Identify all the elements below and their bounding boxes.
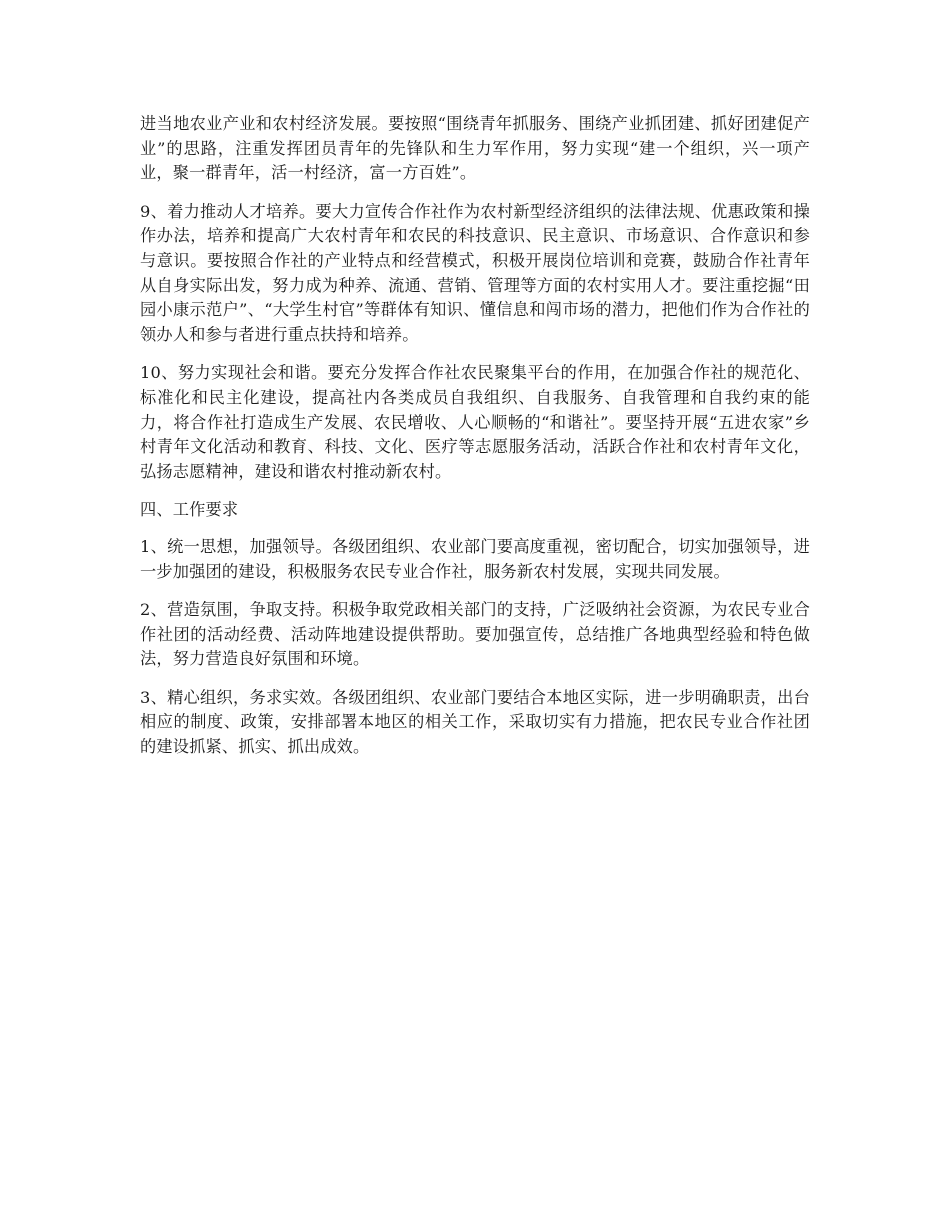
paragraph-intro-continuation: 进当地农业产业和农村经济发展。要按照“围绕青年抓服务、围绕产业抓团建、抓好团建促产业”的思路，注重发挥团员青年的先锋队和生力军作用，努力实现“建一个组织，兴一项产业，聚一群青年，活一村经济，富一方百姓”。 [140, 114, 810, 183]
paragraph-item-9: 9、着力推动人才培养。要大力宣传合作社作为农村新型经济组织的法律法规、优惠政策和操作办法，培养和提高广大农村青年和农民的科技意识、民主意识、市场意识、合作意识和参与意识。要按照合作社的产业特点和经营模式，积极开展岗位培训和竞赛，鼓励合作社青年从自身实际出发，努力成为种养、流通、营销、管理等方面的农村实用人才。要注重挖掘“田园小康示范户”、“大学生村官”等群体有知识、懂信息和闯市场的潜力，把他们作为合作社的领办人和参与者进行重点扶持和培养。 [140, 201, 810, 344]
section-heading-work-requirements: 四、工作要求 [140, 500, 239, 520]
paragraph-requirement-1: 1、统一思想，加强领导。各级团组织、农业部门要高度重视，密切配合，切实加强领导，进一步加强团的建设，积极服务农民专业合作社，服务新农村发展，实现共同发展。 [140, 536, 810, 581]
paragraph-requirement-3: 3、精心组织，务求实效。各级团组织、农业部门要结合本地区实际，进一步明确职责，出台相应的制度、政策，安排部署本地区的相关工作，采取切实有力措施，把农民专业合作社团的建设抓紧、抓实、抓出成效。 [140, 687, 810, 757]
paragraph-requirement-2: 2、营造氛围，争取支持。积极争取党政相关部门的支持，广泛吸纳社会资源，为农民专业合作社团的活动经费、活动阵地建设提供帮助。要加强宣传，总结推广各地典型经验和特色做法，努力营造良好氛围和环境。 [140, 600, 810, 669]
document-body [140, 112, 810, 774]
paragraph-item-10: 10、努力实现社会和谐。要充分发挥合作社农民聚集平台的作用，在加强合作社的规范化、标准化和民主化建设，提高社内各类成员自我组织、自我服务、自我管理和自我约束的能力，将合作社打造成生产发展、农民增收、人心顺畅的“和谐社”。要坚持开展“五进农家”乡村青年文化活动和教育、科技、文化、医疗等志愿服务活动，活跃合作社和农村青年文化，弘扬志愿精神，建设和谐农村推动新农村。 [140, 363, 810, 481]
